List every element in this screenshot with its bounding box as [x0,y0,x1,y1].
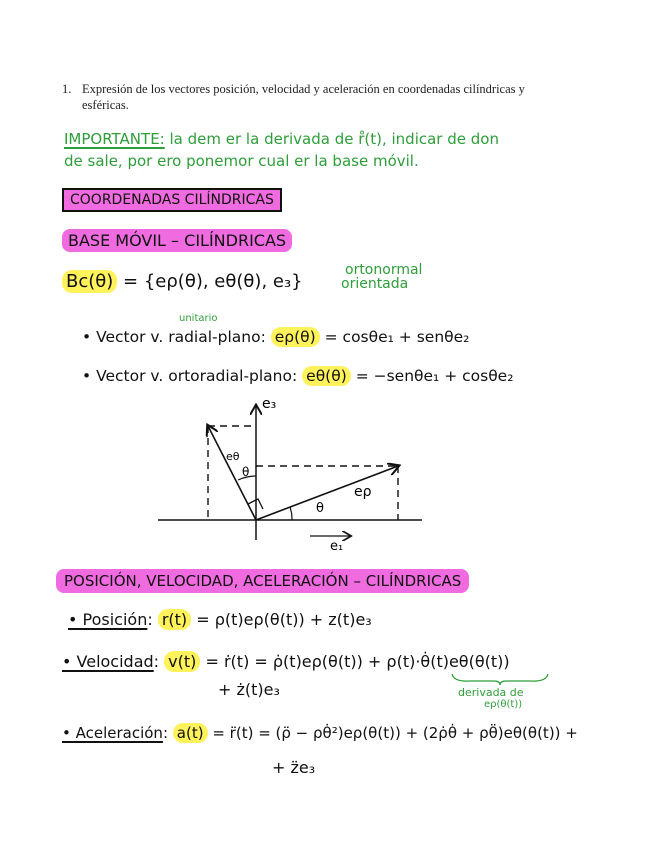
position-line: • Posición: r(t) = ρ(t)eρ(θ(t)) + z(t)e₃ [68,610,372,629]
e3-label: e₃ [262,396,277,412]
e1-label: e₁ [330,539,344,550]
position-expr: = ρ(t)eρ(θ(t)) + z(t)e₃ [196,610,372,629]
ortoradial-label: • Vector v. ortoradial-plano: [82,367,298,385]
radial-expr: = cosθe₁ + senθe₂ [324,328,470,346]
acceleration-expr: = r̈(t) = (ρ̈ − ρθ̇²)eρ(θ(t)) + (2ρ̇θ̇ + ρθ̈)eθ(θ(t)) + [212,724,578,742]
basis-set: = {eρ(θ), eθ(θ), e₃} [123,271,303,292]
heading-cyl-coords: COORDENADAS CILÍNDRICAS [62,188,282,212]
acceleration-line: • Aceleración: a(t) = r̈(t) = (ρ̈ − ρθ̇²)eρ(θ(t)) + (2ρ̇θ̇ + ρθ̈)eθ(θ(t)) + [62,724,578,742]
basis-note-orientada: orientada [341,276,409,292]
position-label: • Posición [68,610,148,629]
velocity-line: • Velocidad: v(t) = ṙ(t) = ρ̇(t)eρ(θ(t)) + ρ(t)·θ̇(t)eθ(θ(t)) [62,652,510,671]
ortoradial-symbol: eθ(θ) [302,366,351,386]
item-title-line2: esféricas. [82,98,129,112]
acceleration-continuation: + z̈e₃ [272,758,316,777]
erho-label: eρ [354,484,372,500]
velocity-symbol: v(t) [164,651,200,672]
important-label: IMPORTANTE: [64,130,165,148]
theta-horizontal-label: θ [316,501,324,516]
acceleration-symbol: a(t) [173,723,208,743]
derivative-brace [450,672,550,686]
important-text-line1: la dem er la derivada de r̊(t), indicar de don [169,130,499,148]
derivative-note-line2: eρ(θ(t)) [484,699,523,710]
velocity-continuation: + ż(t)e₃ [218,680,280,699]
basis-note-ortonormal: ortonormal [345,262,423,278]
item-title-line1: Expresión de los vectores posición, velocidad y aceleración en coordenadas cilíndricas y [82,82,525,96]
ortoradial-expr: = −senθe₁ + cosθe₂ [355,367,514,385]
derivative-note-line1: derivada de [458,686,524,699]
heading-pos-vel-acc: POSICIÓN, VELOCIDAD, ACELERACIÓN – CILÍNDRICAS [56,569,469,593]
radial-symbol: eρ(θ) [271,327,320,347]
basis-symbol: Bc(θ) [62,270,117,293]
theta-vertical-label: θ [242,465,250,479]
velocity-expr: = ṙ(t) = ρ̇(t)eρ(θ(t)) + ρ(t)·θ̇(t)eθ(θ(t)) [205,652,510,671]
radial-vector-line [82,328,469,346]
unitario-note: unitario [179,313,218,324]
item-number: 1. [62,82,72,96]
position-symbol: r(t) [158,609,191,630]
erho-vector [256,466,398,520]
important-text-line2: de sale, por ero ponemor cual er la base móvil. [64,152,419,170]
basis-formula [62,271,303,292]
velocity-label: • Velocidad [62,652,154,671]
important-note-line1 [64,130,499,148]
radial-label: • Vector v. radial-plano: [82,328,266,346]
ortoradial-vector-line [82,367,513,385]
cylindrical-basis-diagram [150,390,430,550]
heading-base-movil: BASE MÓVIL – CILÍNDRICAS [62,229,292,252]
etheta-label: eθ [226,450,240,463]
acceleration-label: • Aceleración [62,724,163,742]
